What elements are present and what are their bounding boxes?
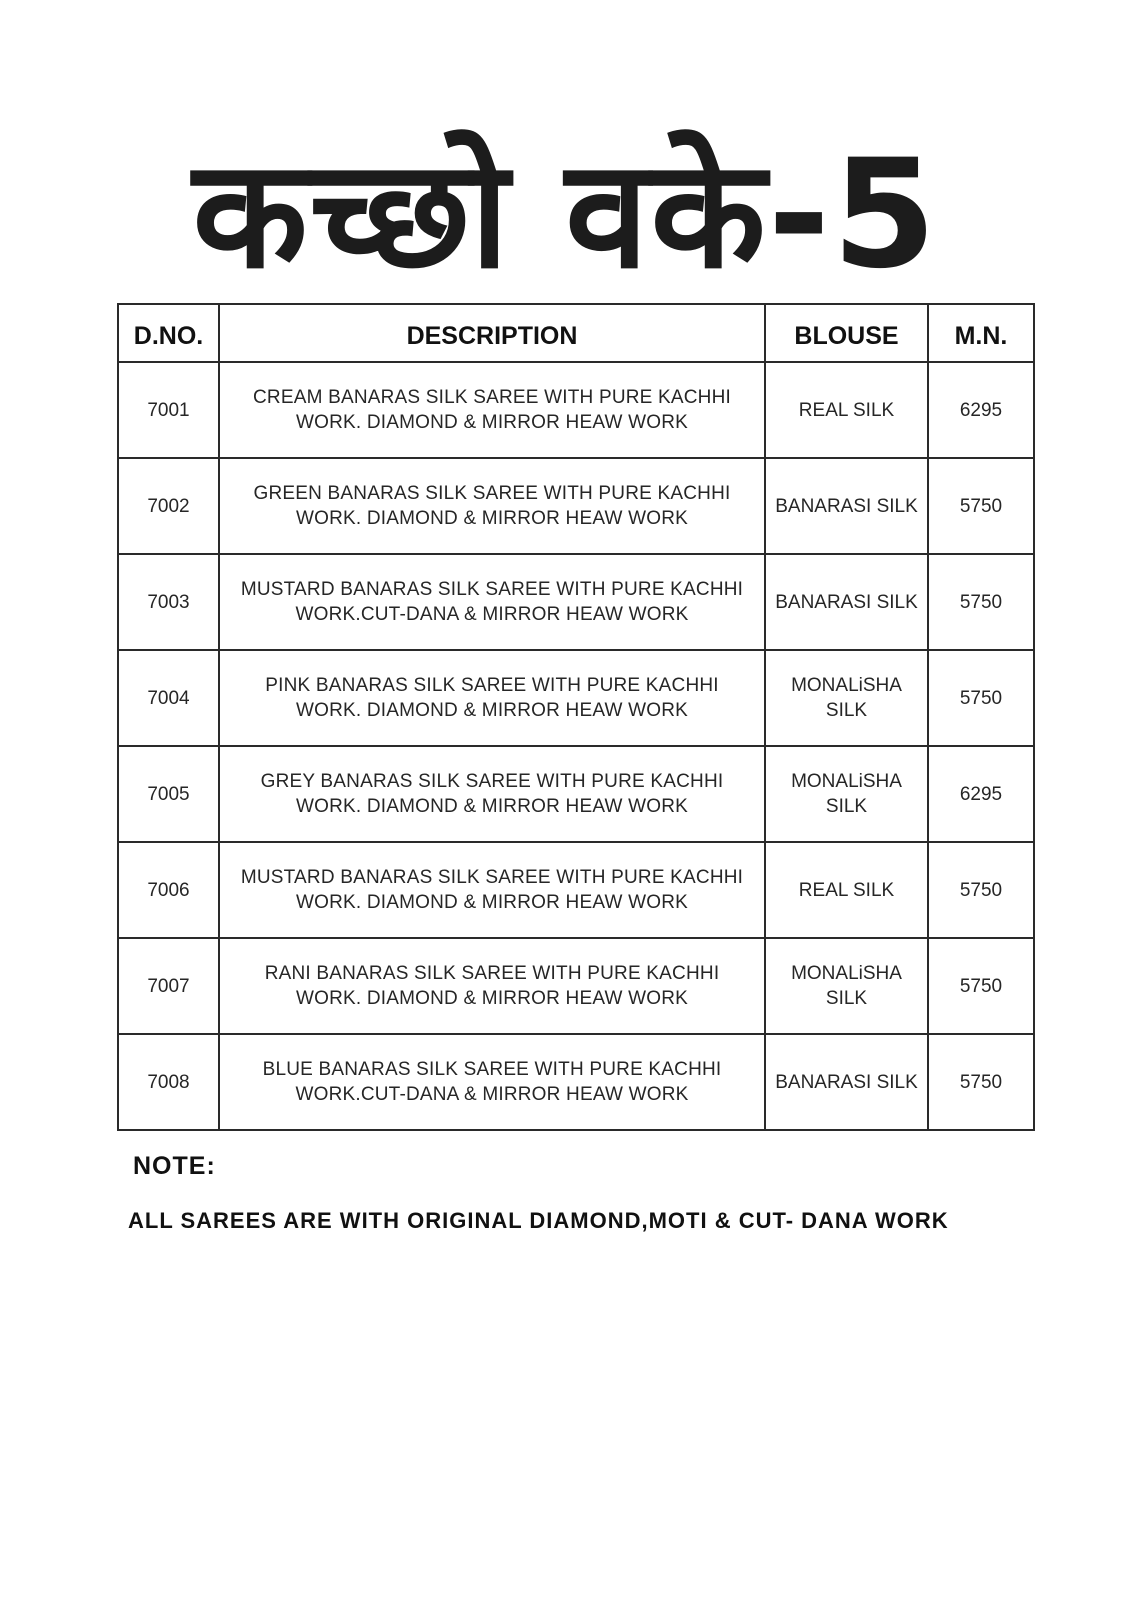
mn-cell: 6295	[928, 746, 1034, 842]
description-line-1: CREAM BANARAS SILK SAREE WITH PURE KACHHI	[252, 387, 731, 408]
page-title: कच्छो वके-5	[192, 128, 939, 302]
description-cell	[219, 746, 765, 842]
blouse-cell: REAL SILK	[765, 842, 928, 938]
description-line-1: GREEN BANARAS SILK SAREE WITH PURE KACHHI	[253, 483, 731, 504]
mn-cell: 5750	[928, 1034, 1034, 1130]
design-number: 7007	[118, 938, 219, 1034]
blouse-cell: MONALiSHA SILK	[765, 746, 928, 842]
description-cell	[219, 458, 765, 554]
description-line-1: GREY BANARAS SILK SAREE WITH PURE KACHHI	[260, 771, 724, 792]
table-row	[118, 746, 1034, 842]
description-line-2: WORK. DIAMOND & MIRROR HEAW WORK	[295, 988, 689, 1009]
table-row	[118, 362, 1034, 458]
table-row	[118, 554, 1034, 650]
mn-cell: 5750	[928, 938, 1034, 1034]
blouse-cell: MONALiSHA SILK	[765, 650, 928, 746]
mn-cell: 6295	[928, 362, 1034, 458]
design-number: 7002	[118, 458, 219, 554]
table-row	[118, 650, 1034, 746]
description-line-1: RANI BANARAS SILK SAREE WITH PURE KACHHI	[264, 963, 720, 984]
description-line-2: WORK. DIAMOND & MIRROR HEAW WORK	[295, 412, 689, 433]
mn-cell: 5750	[928, 458, 1034, 554]
note-label: NOTE:	[133, 1152, 216, 1180]
description-line-1: MUSTARD BANARAS SILK SAREE WITH PURE KACHHI	[240, 867, 744, 888]
table-row	[118, 938, 1034, 1034]
mn-cell: 5750	[928, 554, 1034, 650]
description-line-2: WORK. DIAMOND & MIRROR HEAW WORK	[295, 892, 689, 913]
description-cell	[219, 362, 765, 458]
design-number: 7008	[118, 1034, 219, 1130]
description-cell	[219, 1034, 765, 1130]
table-row	[118, 458, 1034, 554]
header-dno: D.NO.	[118, 304, 219, 362]
catalog-table	[117, 303, 1035, 1131]
design-number: 7005	[118, 746, 219, 842]
description-cell	[219, 554, 765, 650]
description-cell	[219, 938, 765, 1034]
table-row	[118, 1034, 1034, 1130]
description-cell	[219, 650, 765, 746]
design-number: 7001	[118, 362, 219, 458]
design-number: 7003	[118, 554, 219, 650]
description-line-2: WORK. DIAMOND & MIRROR HEAW WORK	[295, 796, 689, 817]
design-number: 7006	[118, 842, 219, 938]
design-number: 7004	[118, 650, 219, 746]
blouse-cell: BANARASI SILK	[765, 458, 928, 554]
blouse-cell: REAL SILK	[765, 362, 928, 458]
description-line-2: WORK.CUT-DANA & MIRROR HEAW WORK	[295, 604, 689, 625]
description-line-1: PINK BANARAS SILK SAREE WITH PURE KACHHI	[265, 675, 719, 696]
description-line-2: WORK.CUT-DANA & MIRROR HEAW WORK	[295, 1084, 689, 1105]
blouse-cell: MONALiSHA SILK	[765, 938, 928, 1034]
header-blouse: BLOUSE	[765, 304, 928, 362]
table-row	[118, 842, 1034, 938]
header-description: DESCRIPTION	[219, 304, 765, 362]
mn-cell: 5750	[928, 842, 1034, 938]
note-text: ALL SAREES ARE WITH ORIGINAL DIAMOND,MOTI & CUT- DANA WORK	[128, 1208, 949, 1233]
mn-cell: 5750	[928, 650, 1034, 746]
header-mn: M.N.	[928, 304, 1034, 362]
blouse-cell: BANARASI SILK	[765, 1034, 928, 1130]
table-header-row	[118, 304, 1034, 362]
description-cell	[219, 842, 765, 938]
description-line-2: WORK. DIAMOND & MIRROR HEAW WORK	[295, 508, 689, 529]
blouse-cell: BANARASI SILK	[765, 554, 928, 650]
description-line-1: MUSTARD BANARAS SILK SAREE WITH PURE KACHHI	[240, 579, 744, 600]
description-line-1: BLUE BANARAS SILK SAREE WITH PURE KACHHI	[262, 1059, 722, 1080]
description-line-2: WORK. DIAMOND & MIRROR HEAW WORK	[295, 700, 689, 721]
